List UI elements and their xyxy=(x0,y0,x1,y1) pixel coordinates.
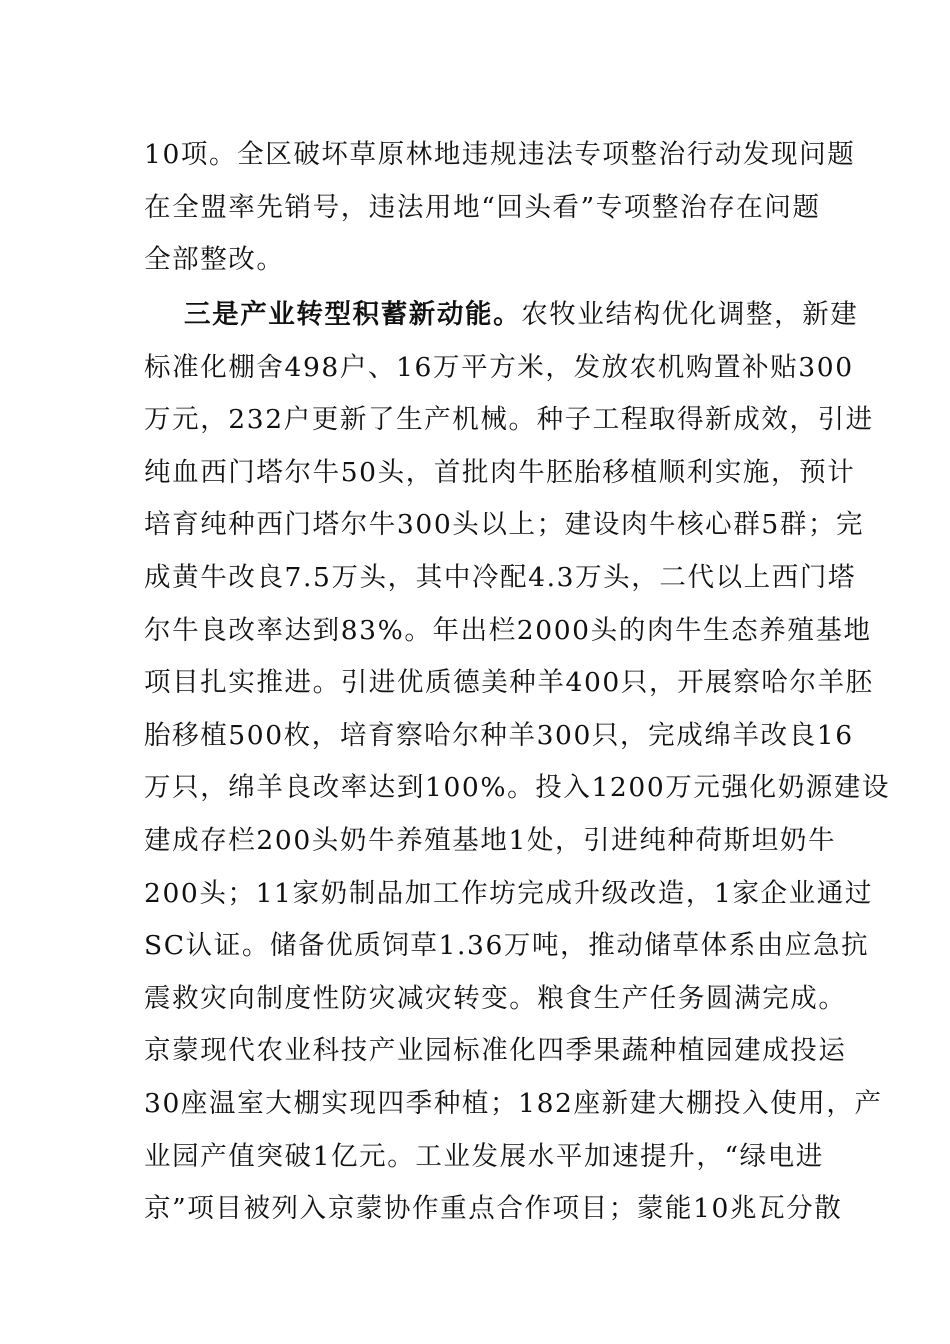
paragraph-line: 震救灾向制度性防灾减灾转变。粮食生产任务圆满完成。 xyxy=(144,982,847,1014)
paragraph-line: 项目扎实推进。引进优质德美种羊400只，开展察哈尔羊胚 xyxy=(144,667,874,699)
paragraph-lead-heading: 三是产业转型积蓄新动能。 xyxy=(184,299,522,330)
paragraph-line: 标准化棚舍498户、16万平方米，发放农机购置补贴300 xyxy=(144,351,854,383)
paragraph-line: 全部整改。 xyxy=(144,244,285,276)
paragraph-line: 培育纯种西门塔尔牛300头以上；建设肉牛核心群5群；完 xyxy=(144,509,865,541)
paragraph-line: 在全盟率先销号，违法用地“回头看”专项整治存在问题 xyxy=(144,191,821,223)
paragraph-line: 尔牛良改率达到83%。年出栏2000头的肉牛生态养殖基地 xyxy=(144,614,872,646)
paragraph-line: 万元，232户更新了生产机械。种子工程取得新成效，引进 xyxy=(144,404,874,436)
paragraph-2 xyxy=(144,289,891,1236)
paragraph-line: 业园产值突破1亿元。工业发展水平加速提升，“绿电进 xyxy=(144,1140,824,1172)
paragraph-line: 胎移植500枚，培育察哈尔种羊300只，完成绵羊改良16 xyxy=(144,719,854,751)
paragraph-line: 万只，绵羊良改率达到100%。投入1200万元强化奶源建设 xyxy=(144,772,891,804)
paragraph-line: 10项。全区破坏草原林地违规违法专项整治行动发现问题 xyxy=(144,139,856,170)
paragraph-line: 30座温室大棚实现四季种植；182座新建大棚投入使用，产 xyxy=(144,1087,883,1119)
paragraph-line: 成黄牛改良7.5万头，其中冷配4.3万头，二代以上西门塔 xyxy=(144,561,857,593)
paragraph-line: 建成存栏200头奶牛养殖基地1处，引进纯种荷斯坦奶牛 xyxy=(144,824,837,856)
paragraph-line: 京”项目被列入京蒙协作重点合作项目；蒙能10兆瓦分散 xyxy=(144,1193,843,1225)
paragraph-first-line xyxy=(144,289,859,342)
paragraph-line: SC认证。储备优质饲草1.36万吨，推动储草体系由应急抗 xyxy=(144,930,870,962)
paragraph-line: 200头；11家奶制品加工作坊完成升级改造，1家企业通过 xyxy=(144,877,873,909)
paragraph-line: 纯血西门塔尔牛50头，首批肉牛胚胎移植顺利实施，预计 xyxy=(144,456,856,488)
paragraph-1 xyxy=(144,129,856,287)
paragraph-first-line-text: 农牧业结构优化调整，新建 xyxy=(521,299,859,330)
paragraph-line: 京蒙现代农业科技产业园标准化四季果蔬种植园建成投运 xyxy=(144,1035,847,1067)
